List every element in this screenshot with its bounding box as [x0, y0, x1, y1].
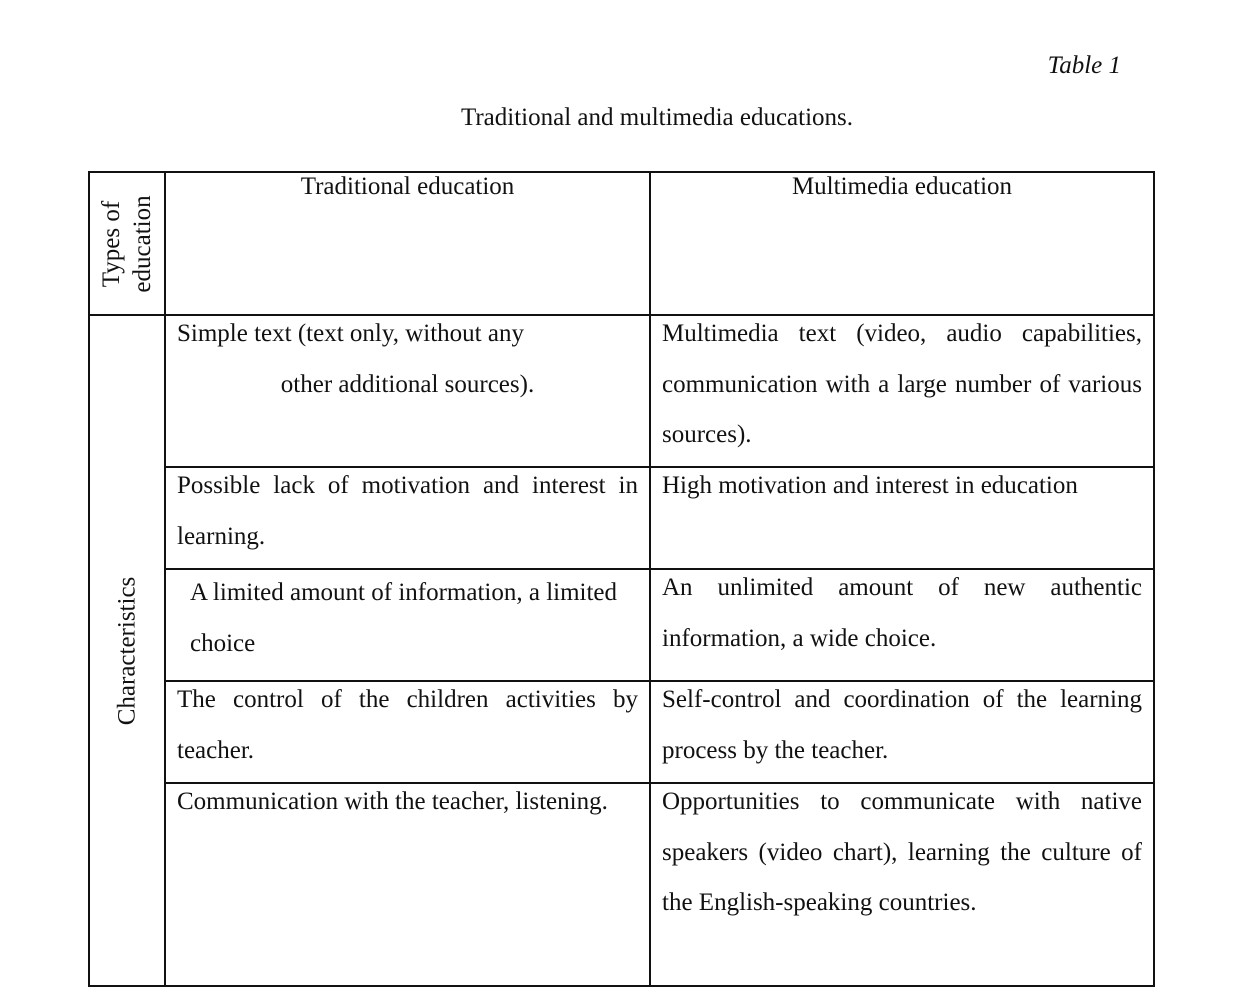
traditional-text: The control of the children activities by teacher.	[177, 686, 638, 764]
traditional-cell	[165, 315, 650, 467]
multimedia-cell	[650, 783, 1154, 986]
types-of-education-label	[96, 195, 158, 292]
table-title: Traditional and multimedia educations.	[460, 104, 854, 131]
multimedia-text: Opportunities to communicate with native speakers (video chart), learning the culture of the English-speaking countries.	[662, 788, 1142, 916]
multimedia-text: Multimedia text (video, audio capabilities, communication with a large number of various sources).	[662, 320, 1142, 448]
table-header-row	[89, 172, 1154, 315]
multimedia-cell	[650, 569, 1154, 681]
traditional-text-line1: Simple text (text only, without any	[177, 320, 524, 347]
traditional-cell	[165, 681, 650, 783]
table-row	[89, 783, 1154, 986]
multimedia-text: Self-control and coordination of the learning process by the teacher.	[662, 686, 1142, 764]
characteristics-side-cell	[89, 315, 165, 986]
table-row	[89, 681, 1154, 783]
traditional-cell	[165, 569, 650, 681]
traditional-text: A limited amount of information, a limited choice	[190, 579, 618, 657]
table-number: Table 1	[1047, 52, 1121, 79]
traditional-text	[166, 309, 649, 410]
corner-label-line1: Types of	[98, 200, 125, 287]
traditional-text: Communication with the teacher, listening.	[177, 788, 608, 815]
multimedia-cell	[650, 681, 1154, 783]
table-row	[89, 467, 1154, 569]
comparison-table	[88, 171, 1155, 987]
characteristics-label: Characteristics	[113, 576, 141, 725]
corner-header-cell	[89, 172, 165, 315]
multimedia-text: High motivation and interest in education	[662, 472, 1078, 499]
traditional-text: Possible lack of motivation and interest in learning.	[177, 472, 638, 550]
header-multimedia: Multimedia education	[650, 172, 1154, 315]
traditional-cell	[165, 467, 650, 569]
table-row	[89, 569, 1154, 681]
multimedia-cell	[650, 315, 1154, 467]
traditional-text-line2: other additional sources).	[280, 370, 535, 398]
corner-label-line2: education	[129, 194, 156, 293]
traditional-cell	[165, 783, 650, 986]
header-traditional: Traditional education	[165, 172, 650, 315]
table-row	[89, 315, 1154, 467]
multimedia-cell	[650, 467, 1154, 569]
multimedia-text: An unlimited amount of new authentic information, a wide choice.	[662, 574, 1142, 652]
